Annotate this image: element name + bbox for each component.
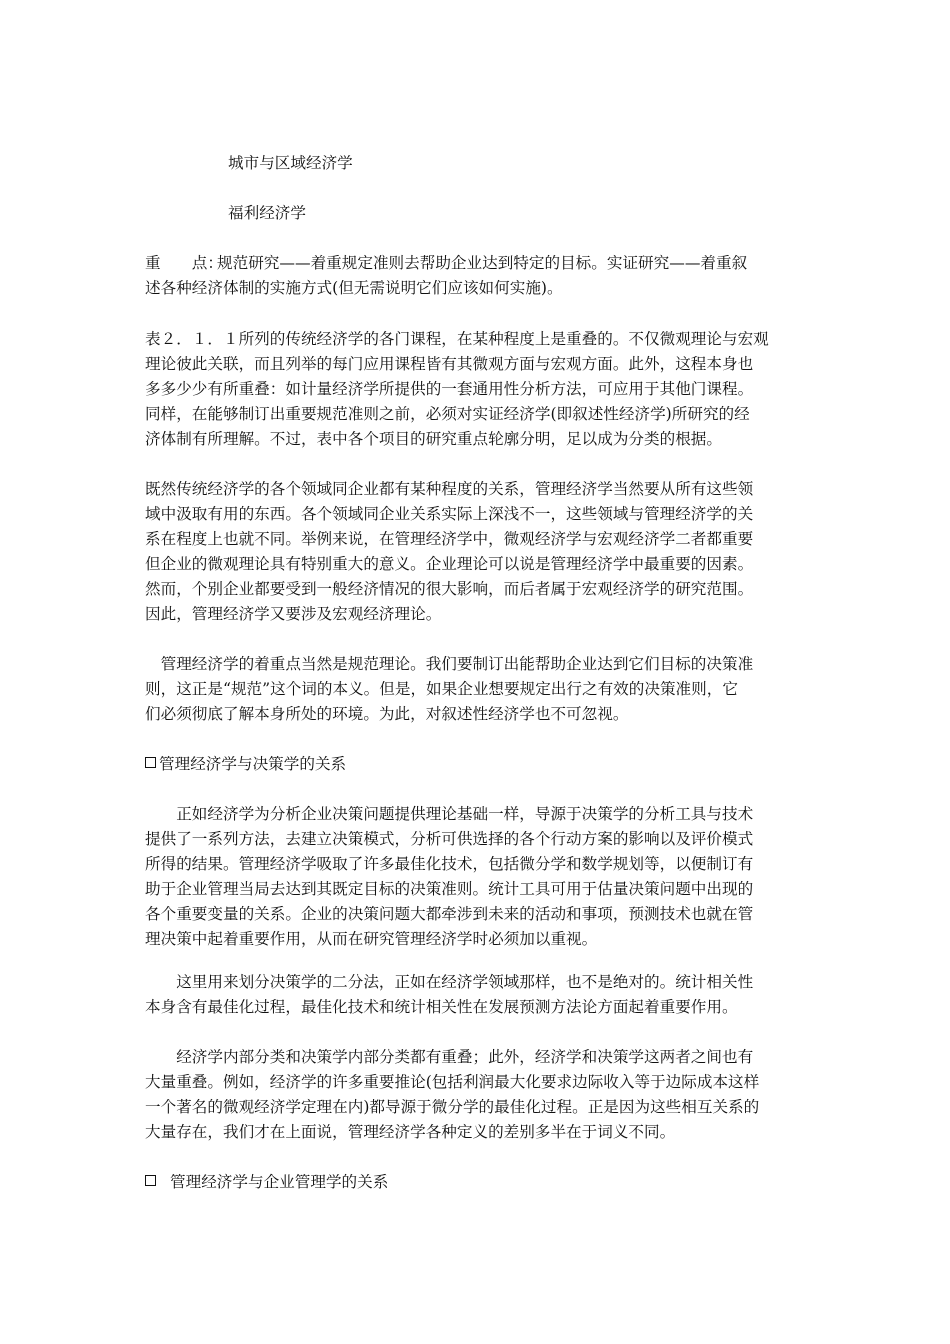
para2-line-5: 然而，个别企业都要受到一般经济情况的很大影响，而后者属于宏观经济学的研究范围。 [145,580,754,598]
section-heading-decision-science [145,752,346,778]
para3-line-1: 管理经济学的着重点当然是规范理论。我们要制订出能帮助企业达到它们目标的决策准 [145,655,754,673]
focus-line-2: 述各种经济体制的实施方式(但无需说明它们应该如何实施)。 [145,279,563,297]
para4-line-5: 各个重要变量的关系。企业的决策问题大都牵涉到未来的活动和事项，预测技术也就在管 [145,905,754,923]
para4-line-1: 正如经济学为分析企业决策问题提供理论基础一样，导源于决策学的分析工具与技术 [145,805,754,823]
para1-line-1: 表２．１．１所列的传统经济学的各门课程，在某种程度上是重叠的。不仅微观理论与宏观 [145,330,769,348]
para2-line-2: 域中汲取有用的东西。各个领域同企业关系实际上深浅不一，这些领域与管理经济学的关 [145,505,754,523]
section-heading-business-management [145,1170,388,1196]
course-item-urban: 城市与区域经济学 [228,154,353,172]
course-item-welfare: 福利经济学 [228,204,306,222]
para5-line-1: 这里用来划分决策学的二分法，正如在经济学领域那样，也不是绝对的。统计相关性 [145,973,754,991]
para3-line-3: 们必须彻底了解本身所处的环境。为此，对叙述性经济学也不可忽视。 [145,705,629,723]
focus-line-1 [145,251,810,277]
para2-line-3: 系在程度上也就不同。举例来说，在管理经济学中，微观经济学与宏观经济学二者都重要 [145,530,754,548]
focus-label: 重 点： [145,254,223,272]
para5-line-2: 本身含有最佳化过程，最佳化技术和统计相关性在发展预测方法论方面起着重要作用。 [145,998,738,1016]
checkbox-square-icon [145,757,156,768]
para3-line-2: 则，这正是“规范”这个词的本义。但是，如果企业想要规定出行之有效的决策准则，它 [145,680,738,698]
para6-line-2: 大量重叠。例如，经济学的许多重要推论(包括利润最大化要求边际收入等于边际成本这样 [145,1073,760,1091]
para2-line-4: 但企业的微观理论具有特别重大的意义。企业理论可以说是管理经济学中最重要的因素。 [145,555,754,573]
para6-line-3: 一个著名的微观经济学定理在内)都导源于微分学的最佳化过程。正是因为这些相互关系的 [145,1098,760,1116]
para1-line-5: 济体制有所理解。不过，表中各个项目的研究重点轮廓分明，足以成为分类的根据。 [145,430,722,448]
para1-line-4: 同样，在能够制订出重要规范准则之前，必须对实证经济学(即叙述性经济学)所研究的经 [145,405,750,423]
para6-line-4: 大量存在，我们才在上面说，管理经济学各种定义的差别多半在于词义不同。 [145,1123,676,1141]
para2-line-1: 既然传统经济学的各个领域同企业都有某种程度的关系，管理经济学当然要从所有这些领 [145,480,754,498]
para1-line-2: 理论彼此关联，而且列举的每门应用课程皆有其微观方面与宏观方面。此外，这程本身也 [145,355,754,373]
section-heading-text: 管理经济学与决策学的关系 [159,755,347,773]
checkbox-square-icon [145,1175,156,1186]
para2-line-6: 因此，管理经济学又要涉及宏观经济理论。 [145,605,442,623]
section-heading-text: 管理经济学与企业管理学的关系 [170,1173,389,1191]
focus-text-1: 规范研究——着重规定准则去帮助企业达到特定的目标。实证研究——着重叙 [217,254,748,272]
para4-line-3: 所得的结果。管理经济学吸取了许多最佳化技术，包括微分学和数学规划等，以便制订有 [145,855,754,873]
para6-line-1: 经济学内部分类和决策学内部分类都有重叠；此外，经济学和决策学这两者之间也有 [145,1048,754,1066]
para4-line-6: 理决策中起着重要作用，从而在研究管理经济学时必须加以重视。 [145,930,598,948]
para4-line-4: 助于企业管理当局去达到其既定目标的决策准则。统计工具可用于估量决策问题中出现的 [145,880,754,898]
para1-line-3: 多多少少有所重叠：如计量经济学所提供的一套通用性分析方法，可应用于其他门课程。 [145,380,754,398]
para4-line-2: 提供了一系列方法，去建立决策模式，分析可供选择的各个行动方案的影响以及评价模式 [145,830,754,848]
